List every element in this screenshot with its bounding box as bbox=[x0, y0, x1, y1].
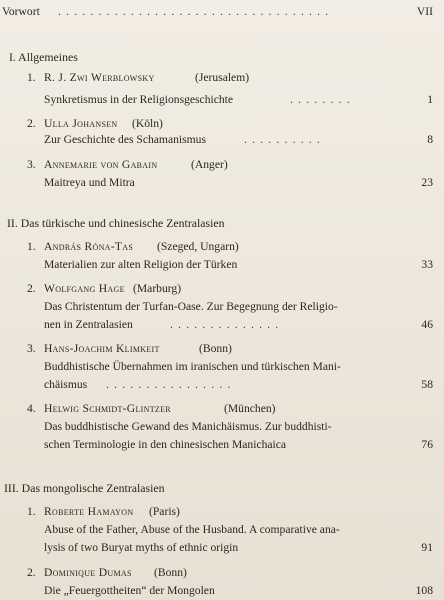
toc-title: Vorwort bbox=[2, 5, 40, 18]
entry-number: 3. bbox=[27, 158, 36, 171]
page-number: 108 bbox=[415, 584, 433, 597]
entry-author: Roberte Hamayon bbox=[44, 505, 134, 518]
page-number: 91 bbox=[421, 541, 433, 554]
entry-number: 2. bbox=[27, 566, 36, 579]
entry-title: chäismus bbox=[44, 378, 88, 391]
leader-dots: ........ bbox=[290, 93, 355, 106]
entry-number: 2. bbox=[27, 117, 36, 130]
entry-affiliation: (München) bbox=[224, 402, 276, 415]
entry-affiliation: (Köln) bbox=[132, 117, 163, 130]
leader-dots: .................................. bbox=[58, 5, 334, 18]
page-number: 76 bbox=[421, 438, 433, 451]
page-number: 1 bbox=[427, 93, 433, 106]
page-number: VII bbox=[416, 5, 433, 18]
leader-dots: .............. bbox=[170, 318, 284, 331]
page-number: 33 bbox=[421, 258, 433, 271]
entry-author: Ulla Johansen bbox=[44, 117, 118, 130]
entry-title: Zur Geschichte des Schamanismus bbox=[44, 133, 206, 146]
leader-dots: ................ bbox=[106, 378, 236, 391]
entry-affiliation: (Szeged, Ungarn) bbox=[157, 240, 239, 253]
entry-affiliation: (Anger) bbox=[191, 158, 228, 171]
page-number: 8 bbox=[427, 133, 433, 146]
entry-affiliation: (Bonn) bbox=[154, 566, 187, 579]
entry-title: nen in Zentralasien bbox=[44, 318, 133, 331]
entry-number: 1. bbox=[27, 71, 36, 84]
entry-title: Buddhistische Übernahmen im iranischen und türkischen Mani- bbox=[44, 360, 341, 373]
entry-number: 1. bbox=[27, 505, 36, 518]
entry-author: András Róna-Tas bbox=[44, 240, 134, 253]
entry-affiliation: (Bonn) bbox=[199, 342, 232, 355]
page-number: 23 bbox=[421, 176, 433, 189]
entry-affiliation: (Paris) bbox=[149, 505, 180, 518]
entry-number: 1. bbox=[27, 240, 36, 253]
entry-title: Maitreya und Mitra bbox=[44, 176, 135, 189]
entry-number: 4. bbox=[27, 402, 36, 415]
entry-author: Annemarie von Gabain bbox=[44, 158, 158, 171]
entry-title: Abuse of the Father, Abuse of the Husband. A comparative ana- bbox=[44, 523, 340, 536]
entry-affiliation: (Marburg) bbox=[133, 282, 182, 295]
page-number: 58 bbox=[421, 378, 433, 391]
leader-dots: .......... bbox=[244, 133, 325, 146]
entry-affiliation: (Jerusalem) bbox=[195, 71, 250, 84]
entry-author: Dominique Dumas bbox=[44, 566, 132, 579]
section-label: I. Allgemeines bbox=[9, 50, 78, 64]
page-number: 46 bbox=[421, 318, 433, 331]
entry-number: 2. bbox=[27, 282, 36, 295]
entry-author: Hans-Joachim Klimkeit bbox=[44, 342, 160, 355]
entry-author: Helwig Schmidt-Glintzer bbox=[44, 402, 171, 415]
entry-title: Das Christentum der Turfan-Oase. Zur Begegnung der Religio- bbox=[44, 300, 338, 313]
section-label: III. Das mongolische Zentralasien bbox=[4, 481, 165, 495]
entry-title: Die „Feuergottheiten“ der Mongolen bbox=[44, 584, 215, 597]
entry-number: 3. bbox=[27, 342, 36, 355]
entry-title: Synkretismus in der Religionsgeschichte bbox=[44, 93, 234, 106]
entry-author: Wolfgang Hage bbox=[44, 282, 125, 295]
entry-title: Materialien zur alten Religion der Türken bbox=[44, 258, 238, 271]
section-label: II. Das türkische und chinesische Zentralasien bbox=[7, 216, 225, 230]
entry-title: Das buddhistische Gewand des Manichäismus. Zur buddhisti- bbox=[44, 420, 332, 433]
entry-author: R. J. Zwi Werblowsky bbox=[44, 71, 155, 84]
entry-title: lysis of two Buryat myths of ethnic origin bbox=[44, 541, 239, 554]
entry-title: schen Terminologie in den chinesischen Manichaica bbox=[44, 438, 287, 451]
